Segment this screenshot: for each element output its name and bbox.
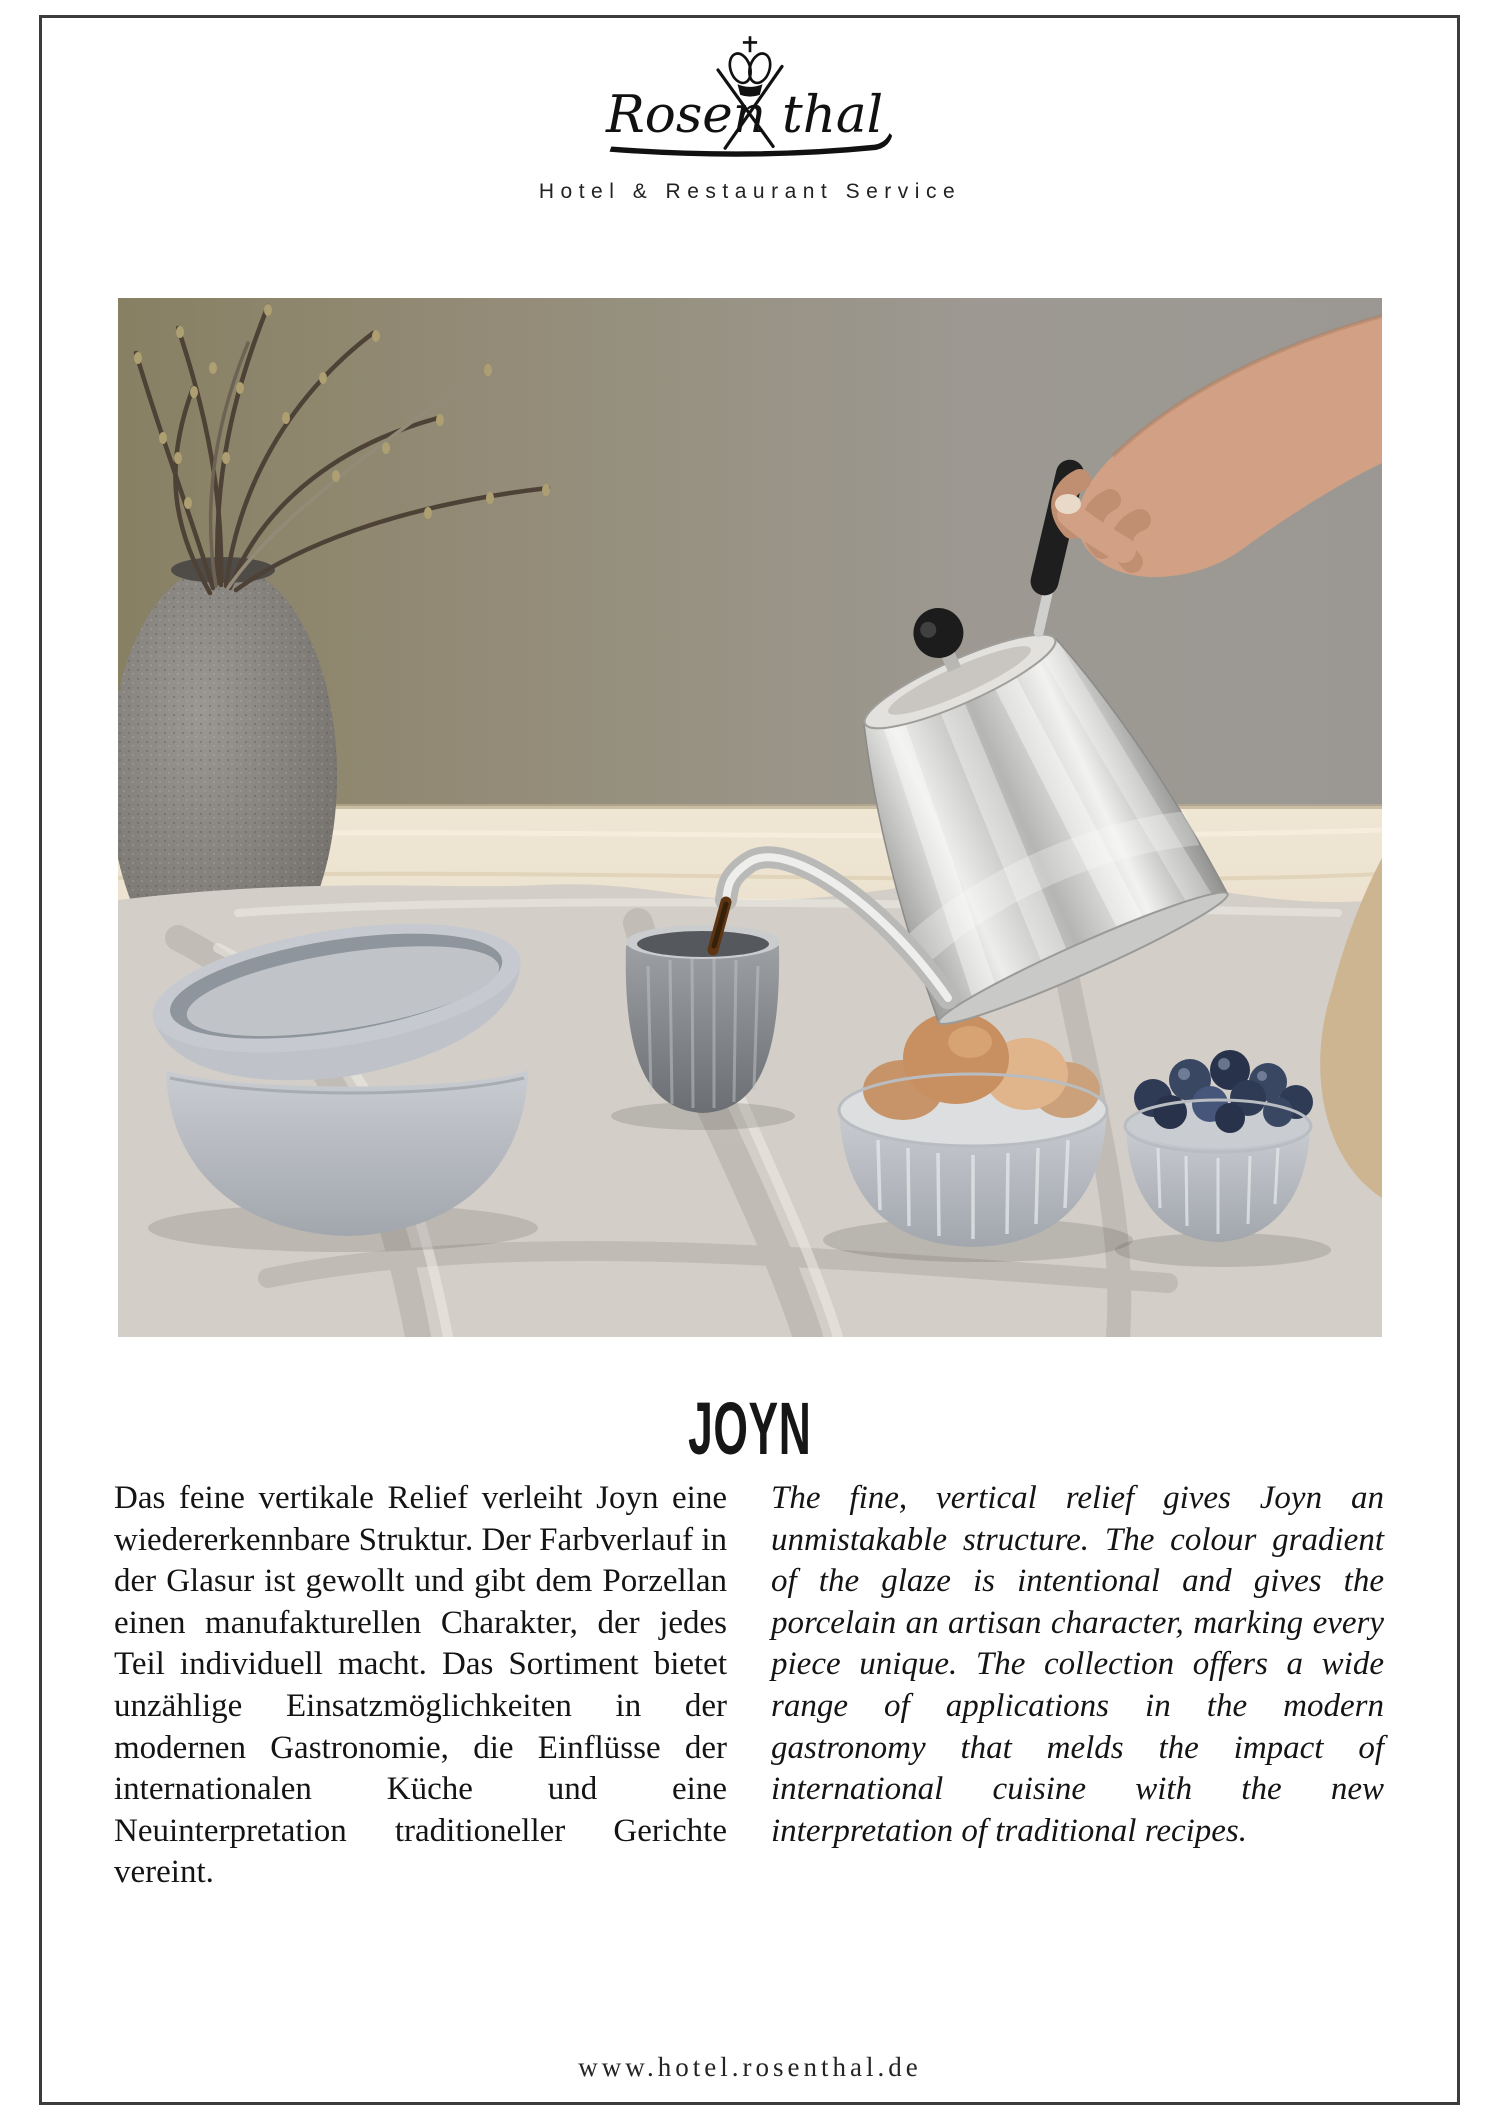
rosenthal-logo [590,32,910,172]
thumbnail [1055,494,1081,514]
hero-photo [118,298,1382,1337]
description-columns [114,1478,1384,1894]
brand-script-right: thal [782,85,884,146]
product-title: JOYN [688,1387,812,1470]
footer-website-url: www.hotel.rosenthal.de [578,2052,922,2082]
brand-script-left: Rosen [606,85,767,146]
brand-tagline: Hotel & Restaurant Service [538,180,962,203]
description-english: The fine, vertical relief gives Joyn an unmistakable structure. The colour gradient of the glaze is intentional and gives the porcelain an artisan character, marking every piece unique. The collection offers a wide range of applications in the modern gastronomy that melds the impact of international cuisine with the new interpretation of traditional recipes. [771,1480,1384,1849]
description-german: Das feine vertikale Relief verleiht Joyn eine wiedererkennbare Struktur. Der Farbverlauf in der Glasur ist gewollt und gibt dem Porzellan einen manufakturellen Charakter, der jedes Teil individuell macht. Das Sortiment bietet unzählige Einsatzmöglichkeiten in der modernen Gastronomie, die Einflüsse der internationalen Küche und eine Neuinterpretation traditioneller Gerichte vereint. [114,1480,728,1891]
